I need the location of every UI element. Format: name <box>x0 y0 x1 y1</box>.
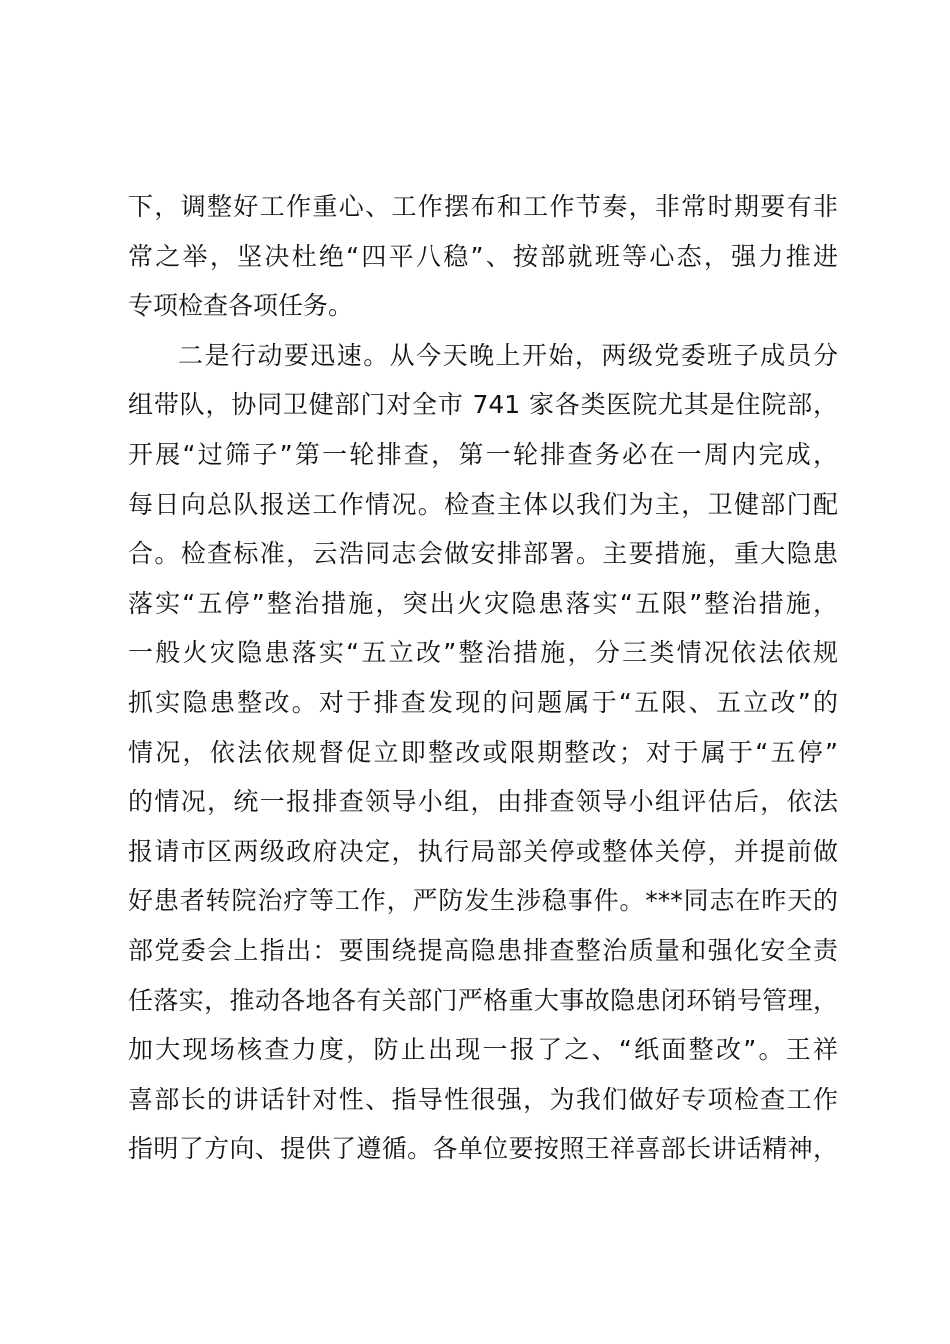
text-line: 每日向总队报送工作情况。检查主体以我们为主，卫健部门配 <box>128 489 838 519</box>
text-line: 加大现场核查力度，防止出现一报了之、“纸面整改”。王祥 <box>128 1035 838 1065</box>
text-line: 开展“过筛子”第一轮排查，第一轮排查务必在一周内完成， <box>128 439 838 469</box>
text-line: 下，调整好工作重心、工作摆布和工作节奏，非常时期要有非 <box>128 192 838 221</box>
text-line: 合。检查标准，云浩同志会做安排部署。主要措施，重大隐患 <box>128 539 838 569</box>
text-line: 好患者转院治疗等工作，严防发生涉稳事件。***同志在昨天的 <box>128 886 838 916</box>
text-line: 指明了方向、提供了遵循。各单位要按照王祥喜部长讲话精神， <box>128 1134 838 1164</box>
text-line: 喜部长的讲话针对性、指导性很强，为我们做好专项检查工作 <box>128 1084 838 1114</box>
text-line: 任落实，推动各地各有关部门严格重大事故隐患闭环销号管理， <box>128 985 838 1015</box>
text-line: 组带队，协同卫健部门对全市 741 家各类医院尤其是住院部， <box>128 390 838 420</box>
text-line: 报请市区两级政府决定，执行局部关停或整体关停，并提前做 <box>128 836 838 866</box>
paragraph-start-line: 二是行动要迅速。从今天晚上开始，两级党委班子成员分 <box>178 340 838 370</box>
text-line: 的情况，统一报排查领导小组，由排查领导小组评估后，依法 <box>128 787 838 817</box>
text-line: 抓实隐患整改。对于排查发现的问题属于“五限、五立改”的 <box>128 687 838 717</box>
body-text <box>128 182 838 1174</box>
text-line: 专项检查各项任务。 <box>128 291 354 321</box>
text-line: 常之举，坚决杜绝“四平八稳”、按部就班等心态，强力推进 <box>128 241 838 271</box>
text-line: 情况，依法依规督促立即整改或限期整改；对于属于“五停” <box>128 737 838 767</box>
text-line: 一般火灾隐患落实“五立改”整治措施，分三类情况依法依规 <box>128 638 838 668</box>
text-line: 部党委会上指出：要围绕提高隐患排查整治质量和强化安全责 <box>128 935 838 965</box>
text-line: 落实“五停”整治措施，突出火灾隐患落实“五限”整治措施， <box>128 588 838 618</box>
